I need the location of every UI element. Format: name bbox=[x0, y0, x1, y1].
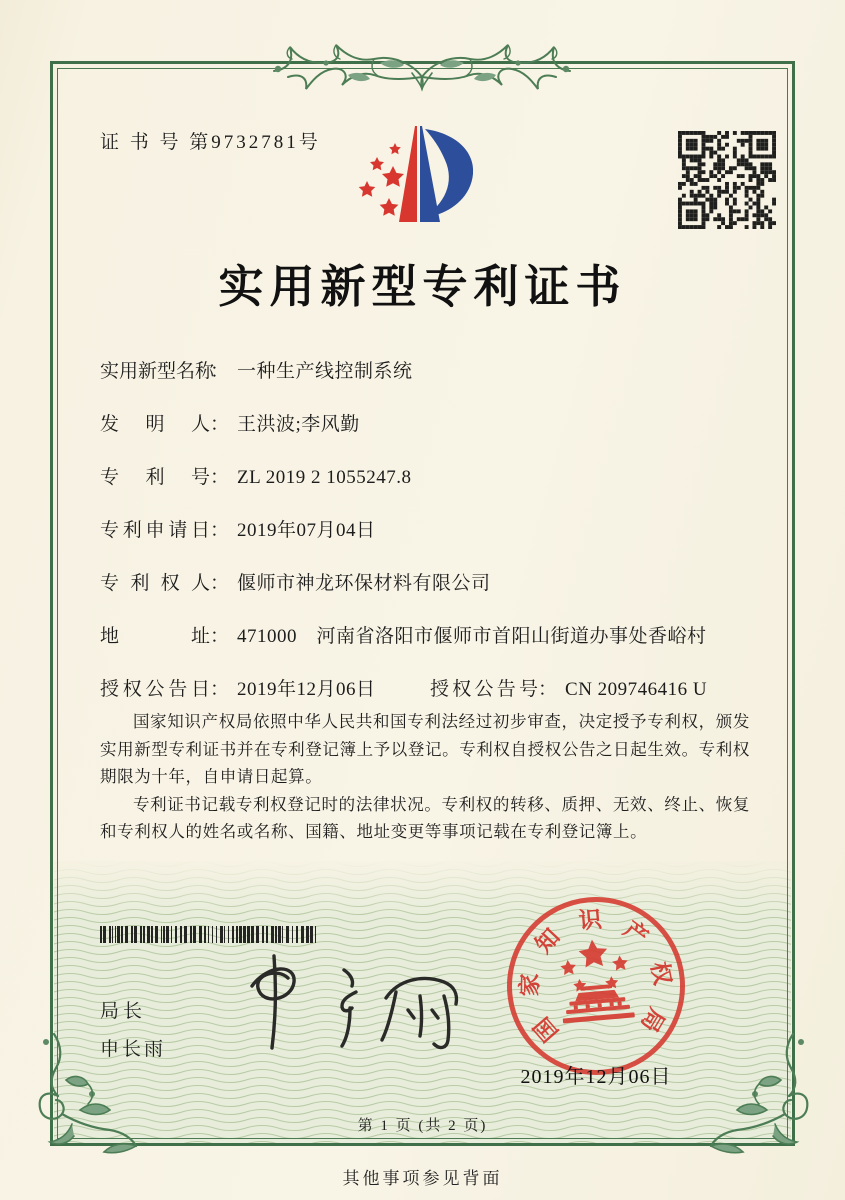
legal-paragraph-1: 国家知识产权局依照中华人民共和国专利法经过初步审查，决定授予专利权，颁发实用新型专利证书并在专利登记簿上予以登记。专利权自授权公告之日起生效。专利权期限为十年，自申请日起算。 bbox=[100, 712, 750, 786]
certificate-number: 证 书 号 第9732781号 bbox=[100, 132, 321, 153]
grant-number-group: 授权公告号： CN 209746416 U bbox=[430, 674, 707, 701]
field-label: 专利号 bbox=[100, 467, 210, 488]
field-label: 授权公告号 bbox=[430, 679, 538, 700]
top-dragon-scroll-ornament-icon bbox=[262, 33, 582, 100]
field-row-patent-number: 专利号： ZL 2019 2 1055247.8 bbox=[100, 462, 750, 487]
legal-text bbox=[100, 708, 750, 846]
field-value: ZL 2019 2 1055247.8 bbox=[237, 467, 412, 488]
field-row-patentee: 专利权人： 偃师市神龙环保材料有限公司 bbox=[100, 568, 750, 593]
page-number: 第 1 页 (共 2 页) bbox=[357, 1118, 488, 1134]
seal-char: 家 bbox=[517, 973, 543, 997]
barcode bbox=[100, 926, 322, 943]
field-value: 偃师市神龙环保材料有限公司 bbox=[237, 573, 491, 594]
field-row-inventor: 发明人： 王洪波;李风勤 bbox=[100, 409, 750, 434]
qr-code bbox=[678, 131, 776, 229]
field-value: 一种生产线控制系统 bbox=[237, 361, 413, 382]
seal-char: 知 bbox=[530, 924, 565, 958]
field-list bbox=[100, 356, 750, 727]
field-label: 实用新型名称 bbox=[100, 361, 215, 382]
commissioner-name: 申长雨 bbox=[100, 1039, 167, 1060]
field-value: 王洪波;李风勤 bbox=[237, 414, 360, 435]
field-label: 地址 bbox=[100, 626, 210, 647]
national-emblem-icon bbox=[546, 930, 647, 1043]
field-row-address: 地址： 471000 河南省洛阳市偃师市首阳山街道办事处香峪村 bbox=[100, 621, 750, 646]
field-label: 授权公告日 bbox=[100, 679, 210, 700]
field-label: 专利权人 bbox=[100, 573, 210, 594]
certificate-title: 实用新型专利证书 bbox=[218, 262, 627, 312]
cnipa-logo-icon bbox=[333, 116, 493, 239]
commissioner-signature-icon bbox=[238, 952, 468, 1062]
field-row-filing-date: 专利申请日： 2019年07月04日 bbox=[100, 515, 750, 540]
field-row-grant: 授权公告日： 2019年12月06日 授权公告号： CN 209746416 U bbox=[100, 674, 750, 699]
seal-char: 产 bbox=[619, 916, 653, 951]
field-label: 专利申请日 bbox=[100, 520, 210, 541]
bottom-right-floral-ornament-icon bbox=[703, 1032, 815, 1167]
official-seal bbox=[500, 890, 693, 1083]
seal-date: 2019年12月06日 bbox=[520, 1066, 672, 1088]
seal-char: 权 bbox=[646, 959, 676, 988]
field-value: 2019年07月04日 bbox=[237, 520, 376, 541]
seal-char: 识 bbox=[577, 906, 603, 934]
field-value: 471000 河南省洛阳市偃师市首阳山街道办事处香峪村 bbox=[237, 626, 707, 647]
commissioner-title: 局长 bbox=[100, 1001, 147, 1022]
field-row-name: 实用新型名称： 一种生产线控制系统 bbox=[100, 356, 750, 381]
field-value: CN 209746416 U bbox=[565, 679, 708, 700]
seal-char: 局 bbox=[635, 1003, 670, 1037]
footer-note: 其他事项参见背面 bbox=[342, 1169, 503, 1188]
seal-char: 国 bbox=[529, 1012, 564, 1047]
legal-paragraph-2: 专利证书记载专利权登记时的法律状况。专利权的转移、质押、无效、终止、恢复和专利权人的姓名或名称、国籍、地址变更等事项记载在专利登记簿上。 bbox=[100, 794, 750, 841]
field-label: 发明人 bbox=[100, 414, 210, 435]
field-value: 2019年12月06日 bbox=[237, 679, 376, 700]
